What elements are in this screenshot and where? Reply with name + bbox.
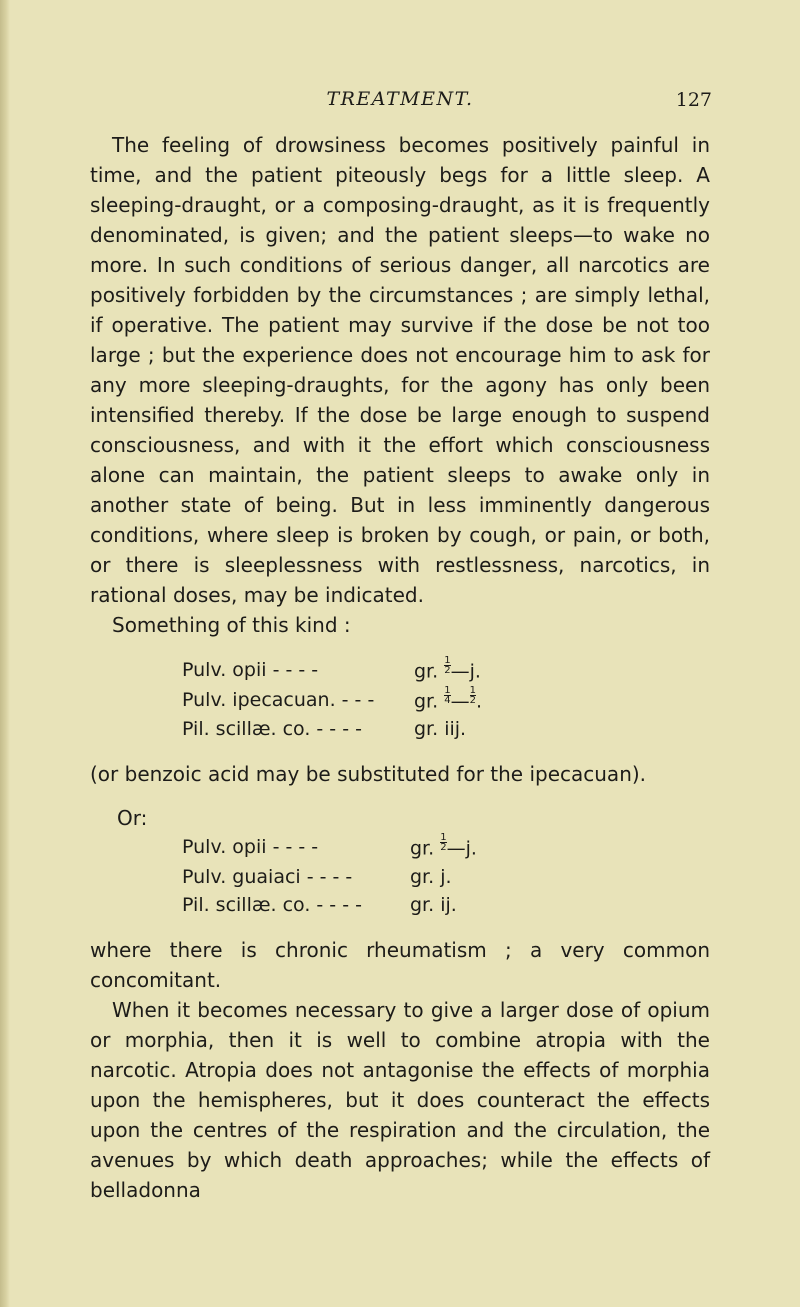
dose: gr. iij. [414,718,467,740]
drug-name: Pil. scillæ. co. - - - - [182,893,362,916]
dose: gr. ij. [410,893,457,916]
paragraph-atropia: When it becomes necessary to give a larger dose of opium or morphia, then it is well to combine atropia with the narcotic. Atropia does not antagonise the effects of morphia upon the hemispheres, but it does counteract the effects upon the centres of the respiration and the circulation, the avenues by which death approaches; while the effects of belladonna [90,997,710,1202]
drug-name: Pulv. ipecacuan. - - - [182,688,375,711]
drug-name: Pulv. opii - - - - [182,836,319,858]
page-gutter-shadow [0,0,10,1307]
substitution-note: (or benzoic acid may be substituted for the ipecacuan). [90,762,647,786]
prescription-row [182,656,710,686]
intro-line: Something of this kind : [112,613,351,637]
dose: gr. $\frac{1}{2}$ —j. [410,832,477,860]
prescription-row [182,715,710,743]
dose: gr. j. [410,865,452,888]
prescription-row [182,863,710,891]
or-block [117,803,710,919]
prescription-row [182,891,710,919]
paragraph-drowsiness: The feeling of drowsiness becomes positively painful in time, and the patient piteously begs for a little sleep. A sleeping-draught, or a composing-draught, as it is frequently denominated, is given; and the patient sleeps—to wake no more. In such conditions of serious danger, all narcotics are positively forbidden by the circumstances ; are simply lethal, if operative. The patient may survive if the dose be not too large ; but the experience does not encourage him to ask for any more sleeping-draughts, for the agony has only been intensified thereby. If the dose be large enough to suspend consciousness, and with it the effort which consciousness alone can maintain, the patient sleeps to awake only in another state of being. But in less imminently dangerous conditions, where sleep is broken by cough, or pain, or both, or there is sleeplessness with restlessness, narcotics, in rational doses, may be indicated. [90,133,710,607]
drug-name: Pulv. guaiaci - - - - [182,865,353,888]
text-block [90,130,710,1205]
running-title: TREATMENT. [326,88,474,110]
dose: gr. $\frac{1}{4}$ — $\frac{1}{2}$ . [414,684,483,712]
fraction: $\frac{1}{2}$ [444,655,451,676]
dose: gr. $\frac{1}{2}$ —j. [414,655,481,683]
prescription-1 [182,656,710,743]
drug-name: Pil. scillæ. co. - - - - [182,718,362,740]
prescription-row [182,686,710,716]
running-head [0,88,800,118]
drug-name: Pulv. opii - - - - [182,659,319,681]
prescription-2 [182,833,710,919]
fraction: $\frac{1}{4}$ [444,684,451,706]
fraction: $\frac{1}{2}$ [469,684,476,706]
page-number: 127 [675,89,712,111]
paragraph-rheumatism: where there is chronic rheumatism ; a very common concomitant. [90,937,710,992]
prescription-row [182,833,710,863]
fraction: $\frac{1}{2}$ [440,832,447,853]
or-label: Or: [117,806,148,830]
